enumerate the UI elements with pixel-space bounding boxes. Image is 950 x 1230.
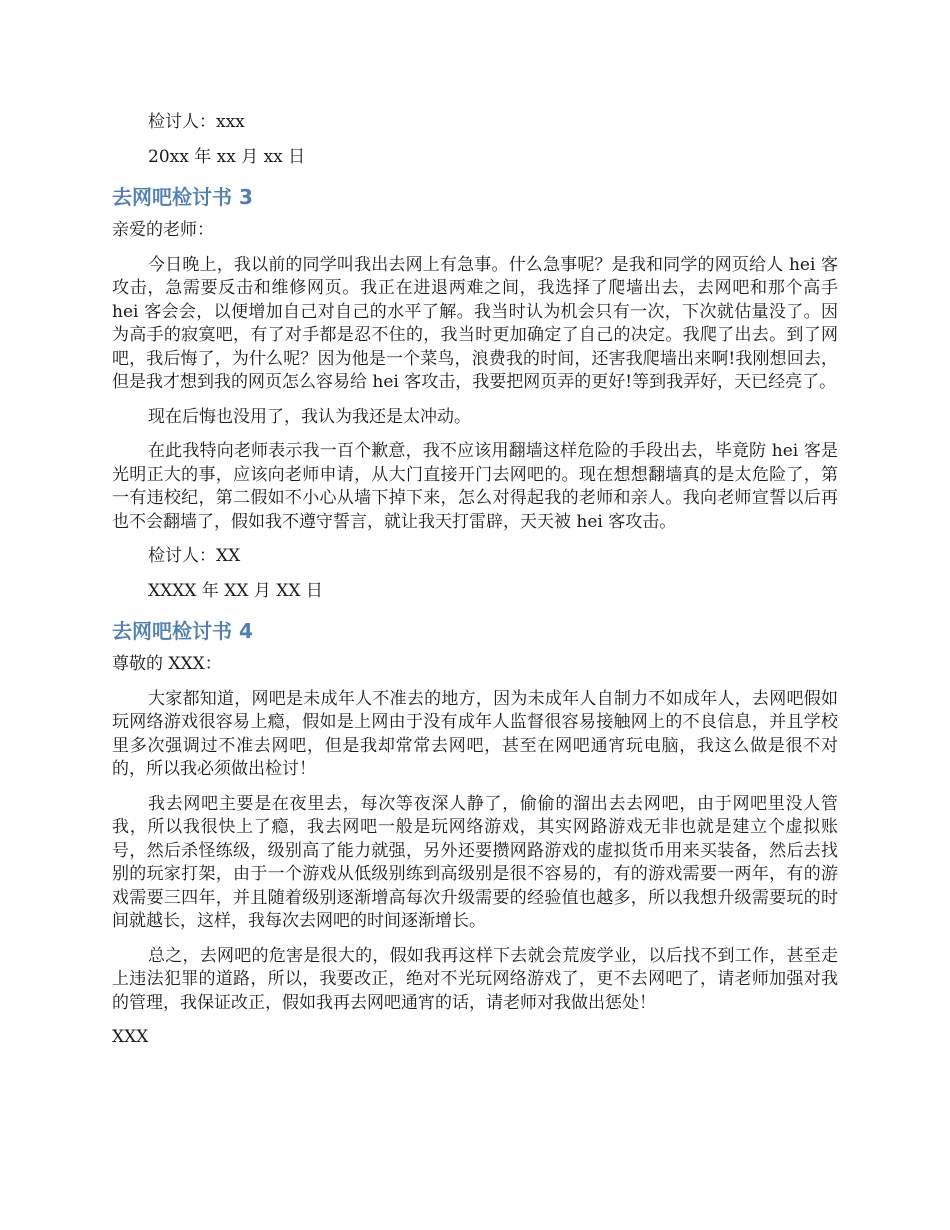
section-number: 4 bbox=[238, 619, 253, 643]
date-line: 20xx 年 xx 月 xx 日 bbox=[148, 146, 306, 167]
section-title: 去网吧检讨书 bbox=[112, 619, 232, 643]
signer-line: 检讨人：XX bbox=[148, 546, 241, 566]
signer-line: 检讨人：xxx bbox=[148, 112, 245, 132]
section-heading-3 bbox=[112, 183, 838, 211]
section-number: 3 bbox=[238, 185, 253, 209]
body-paragraph: 现在后悔也没用了，我认为我还是太冲动。 bbox=[148, 406, 471, 427]
body-paragraph: 总之，去网吧的危害是很大的，假如我再这样下去就会荒废学业，以后找不到工作，甚至走上违法犯罪的道路，所以，我要改正，绝对不光玩网络游戏了，更不去网吧了，请老师加强对我的管理，我保证改正，假如我再去网吧通宵的话，请老师对我做出惩处！ bbox=[112, 945, 838, 1013]
section-heading-4 bbox=[112, 617, 838, 645]
body-paragraph: 今日晚上，我以前的同学叫我出去网上有急事。什么急事呢？是我和同学的网页给人 hei 客攻击，急需要反击和维修网页。我正在进退两难之间，我选择了爬墙出去，去网吧和那个高手 hei 客会会，以便增加自己对自己的水平了解。我当时认为机会只有一次，下次就估量没了。因为高手的寂寞吧，有了对手都是忍不住的，我当时更加确定了自己的决定。我爬了出去。到了网吧，我后悔了，为什么呢？因为他是一个菜鸟，浪费我的时间，还害我爬墙出来啊!我刚想回去，但是我才想到我的网页怎么容易给 hei 客攻击，我要把网页弄的更好!等到我弄好，天已经亮了。 bbox=[112, 254, 838, 392]
signer-line: XXX bbox=[112, 1027, 149, 1047]
salutation: 尊敬的 XXX： bbox=[112, 654, 222, 674]
body-paragraph: 大家都知道，网吧是未成年人不准去的地方，因为未成年人自制力不如成年人，去网吧假如玩网络游戏很容易上瘾，假如是上网由于没有成年人监督很容易接触网上的不良信息，并且学校里多次强调过不准去网吧，但是我却常常去网吧，甚至在网吧通宵玩电脑，我这么做是很不对的，所以我必须做出检讨！ bbox=[112, 688, 838, 779]
date-line: XXXX 年 XX 月 XX 日 bbox=[148, 580, 323, 601]
section-title: 去网吧检讨书 bbox=[112, 185, 232, 209]
body-paragraph: 我去网吧主要是在夜里去，每次等夜深人静了，偷偷的溜出去去网吧，由于网吧里没人管我，所以我很快上了瘾，我去网吧一般是玩网络游戏，其实网路游戏无非也就是建立个虚拟账号，然后杀怪练级，级别高了能力就强，另外还要攒网路游戏的虚拟货币用来买装备，然后去找别的玩家打架，由于一个游戏从低级别练到高级别是很不容易的，有的游戏需要一两年，有的游戏需要三四年，并且随着级别逐渐增高每次升级需要的经验值也越多，所以我想升级需要玩的时间就越长，这样，我每次去网吧的时间逐渐增长。 bbox=[112, 793, 838, 931]
body-paragraph: 在此我特向老师表示我一百个歉意，我不应该用翻墙这样危险的手段出去，毕竟防 hei 客是光明正大的事，应该向老师申请，从大门直接开门去网吧的。现在想想翻墙真的是太危险了，第一有违校纪，第二假如不小心从墙下掉下来，怎么对得起我的老师和亲人。我向老师宣誓以后再也不会翻墙了，假如我不遵守誓言，就让我天打雷辟，天天被 hei 客攻击。 bbox=[112, 441, 838, 532]
salutation: 亲爱的老师： bbox=[112, 220, 214, 240]
